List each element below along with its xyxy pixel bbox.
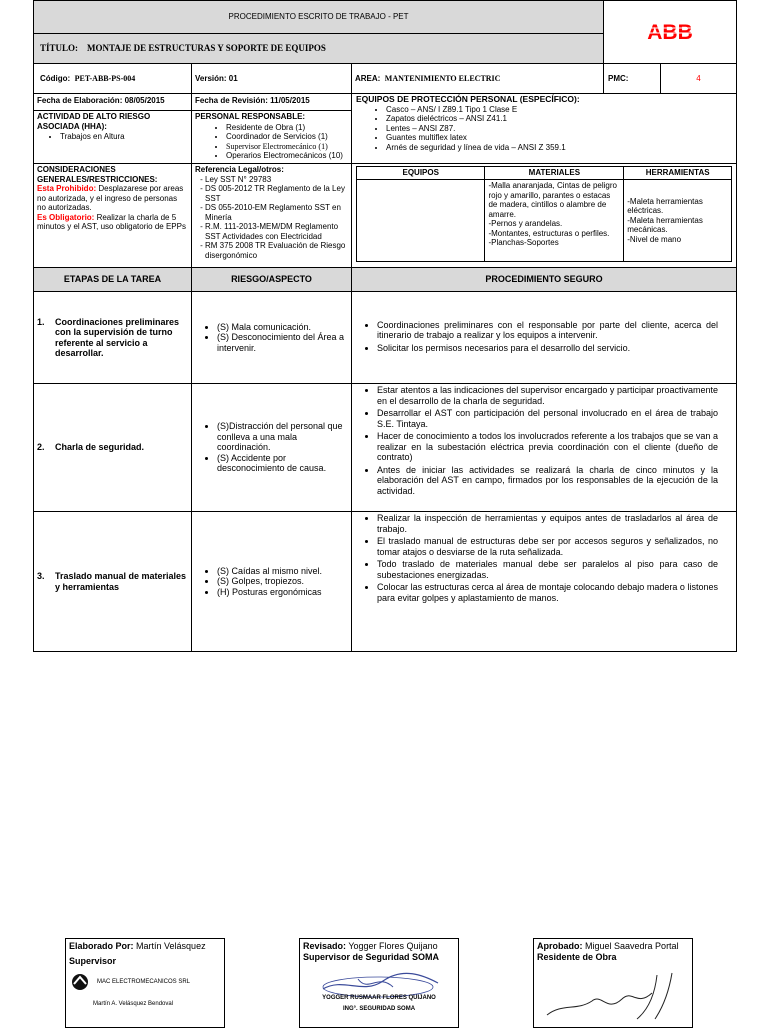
titulo-row: [34, 34, 604, 64]
pmc-value: 4: [696, 73, 701, 83]
equipos-header: EQUIPOS: [357, 167, 485, 180]
procedure-list: [355, 513, 718, 603]
procedimiento-header: PROCEDIMIENTO SEGURO: [352, 268, 737, 292]
personal-title: PERSONAL RESPONSABLE:: [195, 112, 306, 121]
risk-item: • (H) Posturas ergonómicas: [217, 587, 348, 598]
procedure-list: [355, 320, 718, 354]
titulo-label: TÍTULO:: [40, 42, 79, 53]
abb-logo: [637, 21, 703, 43]
personal-item: • Residente de Obra (1): [226, 123, 526, 133]
actividad-item: • Trabajos en Altura: [60, 132, 191, 142]
step-stage-cell: [34, 292, 192, 384]
personal-item: • Coordinador de Servicios (1): [226, 132, 526, 142]
codigo-value: PET-ABB-PS-004: [74, 73, 136, 83]
consideraciones-title: CONSIDERACIONES GENERALES/RESTRICCIONES:: [37, 165, 158, 184]
procedure-item: • Desarrollar el AST con participación del personal involucrado en el área de trabajo S.E. Tintaya.: [377, 408, 718, 429]
epp-item: • Zapatos dieléctricos – ANSI Z41.1: [386, 114, 732, 124]
risk-item: • (S) Desconocimiento del Área a intervenir.: [217, 332, 348, 353]
step-risk-cell: [192, 512, 352, 652]
epp-title: EQUIPOS DE PROTECCIÓN PERSONAL (ESPECÍFICO):: [356, 94, 580, 104]
step-risk-cell: [192, 292, 352, 384]
pmc-cell: [604, 64, 737, 94]
step-procedure-cell: [352, 512, 737, 652]
signature-elaborado: [65, 938, 225, 1028]
titulo-value: MONTAJE DE ESTRUCTURAS Y SOPORTE DE EQUIPOS: [87, 42, 326, 53]
procedure-item: • Estar atentos a las indicaciones del supervisor encargado y participar proactivamente en el desarrollo de la charla de seguridad.: [377, 385, 718, 406]
abb-logo-cell: [604, 1, 737, 64]
company-logo-icon: [69, 973, 91, 991]
referencia-item: - DS 005-2012 TR Reglamento de la Ley SST: [205, 184, 348, 203]
step-stage-text: Coordinaciones preliminares con la supervisión de turno referente al servicio a desarrollar.: [55, 316, 180, 358]
area-label: AREA:: [355, 73, 381, 83]
step-row: [34, 384, 737, 512]
referencia-list: [195, 175, 348, 261]
step-procedure-cell: [352, 292, 737, 384]
prohibido-text: Desplazarese por areas no autorizada, y el ingreso de personas no autorizadas.: [37, 184, 184, 212]
epp-item: • Guantes multiflex latex: [386, 133, 732, 143]
procedure-item: • Todo traslado de materiales manual debe ser paralelos al piso para caso de subestaciones energizadas.: [377, 559, 718, 580]
aprobado-role: Residente de Obra: [537, 952, 617, 962]
revisado-role: Supervisor de Seguridad SOMA: [303, 952, 440, 962]
recursos-table: [356, 166, 732, 262]
fecha-personal-cell: [192, 94, 352, 164]
version-cell: Versión: 01: [192, 64, 352, 94]
etapas-header: ETAPAS DE LA TAREA: [34, 268, 192, 292]
personal-item: • Supervisor Electromecánico (1): [226, 142, 526, 152]
revisado-stamp-role: ING°. SEGURIDAD SOMA: [342, 1006, 416, 1012]
fecha-elaboracion: Fecha de Elaboración: 08/05/2015: [34, 94, 191, 111]
actividad-title: ACTIVIDAD DE ALTO RIESGO ASOCIADA (HHA):: [37, 112, 151, 131]
referencia-cell: [192, 164, 352, 268]
procedure-list: [355, 385, 718, 496]
aprobado-name: Miguel Saavedra Portal: [585, 941, 679, 951]
signature-revisado: [299, 938, 459, 1028]
epp-item: • Casco – ANS/ I Z89.1 Tipo 1 Clase E: [386, 105, 732, 115]
risk-list: [195, 322, 348, 354]
procedure-item: • El traslado manual de estructuras debe ser por accesos seguros y señalizados, no tomar atajos o desviarse de la ruta señalizada.: [377, 536, 718, 557]
equipos-content: [357, 180, 485, 262]
material-item: -Pernos y arandelas.: [488, 219, 563, 228]
revisado-label: Revisado:: [303, 941, 347, 951]
materiales-content: [485, 180, 624, 262]
herramienta-item: -Maleta herramientas eléctricas.: [627, 196, 703, 216]
pmc-label: PMC:: [604, 64, 661, 93]
step-procedure-cell: [352, 384, 737, 512]
pet-header-table: [33, 0, 737, 652]
risk-item: • (S) Caídas al mismo nivel.: [217, 566, 348, 577]
epp-item: • Lentes – ANSI Z87.: [386, 124, 732, 134]
step-stage-cell: [34, 512, 192, 652]
risk-item: • (S) Accidente por desconocimiento de causa.: [217, 453, 348, 474]
material-item: -Planchas-Soportes: [488, 238, 559, 247]
step-risk-cell: [192, 384, 352, 512]
fecha-actividad-cell: [34, 94, 192, 164]
risk-item: • (S) Mala comunicación.: [217, 322, 348, 333]
risk-item: • (S) Golpes, tropiezos.: [217, 576, 348, 587]
material-item: -Montantes, estructuras o perfiles.: [488, 228, 610, 238]
step-stage: [37, 571, 188, 592]
material-item: -Malla anaranjada, Cintas de peligro rojo y amarillo, parantes o estacas de madera, cintillos o alambre de amarre.: [488, 181, 617, 219]
referencia-title: Referencia Legal/otros:: [195, 165, 284, 174]
procedure-item: • Solicitar los permisos necesarios para el desarrollo del servicio.: [377, 343, 718, 354]
step-stage: [37, 317, 188, 359]
herramienta-item: -Nivel de mano: [627, 234, 682, 244]
codigo-cell: [34, 64, 192, 94]
elaborado-stamp-name: Martín A. Velásquez Bendoval: [93, 1001, 174, 1007]
revisado-name: Yogger Flores Quijano: [348, 941, 438, 951]
materiales-header: MATERIALES: [485, 167, 624, 180]
obligatorio-text: Realizar la charla de 5 minutos y el AST, uso obligatorio de EPPs: [37, 212, 186, 231]
consideraciones-cell: [34, 164, 192, 268]
risk-item: • (S)Distracción del personal que conlleva a una mala coordinación.: [217, 421, 348, 453]
prohibido-label: Esta Prohibido:: [37, 184, 97, 193]
referencia-item: - RM 375 2008 TR Evaluación de Riesgo disergonómico: [205, 241, 348, 260]
elaborado-name: Martín Velásquez: [136, 941, 206, 951]
abb-logo-text: ABB: [647, 21, 693, 44]
step-stage-text: Traslado manual de materiales y herramientas: [55, 571, 187, 592]
referencia-item: - R.M. 111-2013-MEM/DM Reglamento SST Actividades con Electricidad: [205, 222, 348, 241]
epp-item: • Arnés de seguridad y línea de vida – ANSI Z 359.1: [386, 143, 732, 153]
procedure-item: • Antes de iniciar las actividades se realizará la charla de cinco minutos y la elaboración del AST en campo, firmados por los responsables de la ejecución de la actividad.: [377, 465, 718, 497]
area-cell: [352, 64, 604, 94]
herramientas-content: [624, 180, 732, 262]
step-stage-text: Charla de seguridad.: [55, 442, 145, 453]
step-stage-cell: [34, 384, 192, 512]
step-stage: [37, 442, 188, 453]
risk-list: [195, 566, 348, 598]
personal-item: • Operarios Electromecánicos (10): [226, 151, 526, 161]
pet-document: [33, 0, 736, 603]
fecha-revision: Fecha de Revisión: 11/05/2015: [192, 94, 351, 111]
elaborado-label: Elaborado Por:: [69, 941, 134, 951]
procedure-item: • Colocar las estructuras cerca al área de montaje colocando debajo madera o listones para evitar golpes y aplastamiento de manos.: [377, 582, 718, 603]
elaborado-role: Supervisor: [69, 956, 117, 966]
document-title: PROCEDIMIENTO ESCRITO DE TRABAJO - PET: [34, 1, 604, 34]
obligatorio-label: Es Obligatorio:: [37, 212, 95, 222]
risk-list: [195, 421, 348, 474]
steps-body: [34, 292, 737, 652]
elaborado-stamp-company: MAC ELECTROMECANICOS SRL: [97, 978, 191, 985]
herramientas-header: HERRAMIENTAS: [624, 167, 732, 180]
procedure-item: • Hacer de conocimiento a todos los involucrados referente a los trabajos que se van a realizar en la subestación eléctrica previa coordinación con el cliente (dueño de contrato): [377, 431, 718, 463]
step-number: 3.: [37, 571, 45, 581]
riesgo-header: RIESGO/ASPECTO: [192, 268, 352, 292]
referencia-item: - Ley SST N° 29783: [205, 175, 348, 185]
herramienta-item: -Maleta herramientas mecánicas.: [627, 215, 703, 235]
step-row: [34, 512, 737, 652]
aprobado-label: Aprobado:: [537, 941, 583, 951]
codigo-label: Código:: [40, 73, 71, 83]
procedure-item: • Realizar la inspección de herramientas y equipos antes de trasladarlos al área de trabajo.: [377, 513, 718, 534]
step-number: 2.: [37, 442, 45, 453]
recursos-cell: [352, 164, 737, 268]
referencia-item: - DS 055-2010-EM Reglamento SST en Minería: [205, 203, 348, 222]
step-row: [34, 292, 737, 384]
procedure-item: • Coordinaciones preliminares con el responsable por parte del cliente, acerca del itinerario de trabajo a realizar y los equipos a intervenir.: [377, 320, 718, 341]
aprobado-signature-icon: [537, 963, 687, 1023]
step-number: 1.: [37, 316, 45, 327]
epp-cell: [352, 94, 737, 164]
signature-aprobado: [533, 938, 693, 1028]
epp-list: [356, 105, 732, 153]
area-value: MANTENIMIENTO ELECTRIC: [384, 73, 501, 83]
revisado-stamp-name: YOGGER RUSMAAR FLORES QUIJANO: [322, 995, 436, 1001]
